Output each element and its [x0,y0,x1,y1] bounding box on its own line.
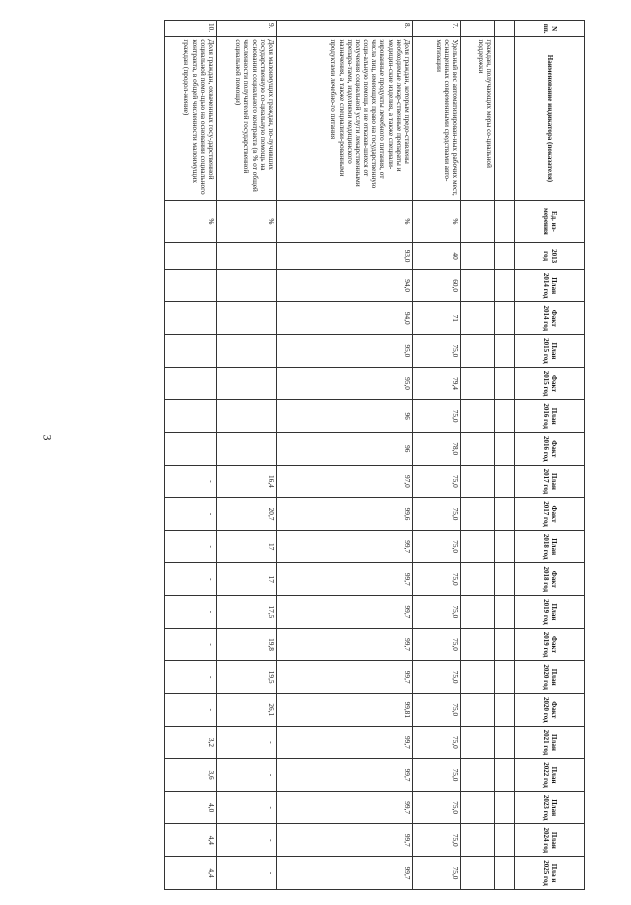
value-cell [165,269,217,302]
value-cell [461,530,495,563]
value-cell: 99,7 [277,530,413,563]
value-cell [217,269,277,302]
unit-cell: % [165,200,217,243]
value-cell [165,243,217,270]
value-cell [217,302,277,335]
header-spacer-row [495,21,515,890]
value-cell [461,367,495,400]
header-name: Наименование индикатора (показателя) [515,37,585,200]
value-cell: 78,0 [413,432,461,465]
indicator-name: граждан, получающих меры со-циальной поддержки [461,37,495,200]
unit-cell [461,200,495,243]
header-year: Факт 2019 год [515,628,585,661]
value-cell: - [165,530,217,563]
value-cell: 99,7 [277,791,413,824]
table-row [165,21,217,890]
value-cell: - [217,857,277,890]
value-cell: - [165,465,217,498]
header-unit: Ед. из-мерения [515,200,585,243]
value-cell: 99,7 [277,759,413,792]
rotated-table-container [182,20,585,890]
value-cell: 75,0 [413,857,461,890]
value-cell: 17 [217,563,277,596]
value-cell: 99,7 [277,726,413,759]
value-cell: 75,0 [413,335,461,368]
value-cell: - [165,596,217,629]
value-cell [461,498,495,531]
header-year: Факт 2017 год [515,498,585,531]
header-year: План 2015 год [515,335,585,368]
header-year: Факт 2020 год [515,693,585,726]
value-cell: 75,0 [413,726,461,759]
value-cell: 16,4 [217,465,277,498]
value-cell: 75,0 [413,824,461,857]
header-year: План 2014 год [515,269,585,302]
value-cell [461,661,495,694]
indicator-name: Доля граждан, охваченных госу-дарственной социальной помо-щью на основании социального контракта, в общей численности малоимущих граждан (продол-жение) [165,37,217,200]
header-year: Факт 2018 год [515,563,585,596]
value-cell: - [165,498,217,531]
header-year: План 2020 год [515,661,585,694]
row-number: 10. [165,21,217,37]
value-cell: 97,0 [277,465,413,498]
value-cell: 99,7 [277,824,413,857]
value-cell [217,367,277,400]
row-number: 7. [413,21,461,37]
value-cell: - [217,759,277,792]
value-cell: 99,7 [277,563,413,596]
value-cell [461,335,495,368]
value-cell: 99,81 [277,693,413,726]
value-cell: - [165,628,217,661]
header-year: План 2024 год [515,824,585,857]
value-cell [461,563,495,596]
value-cell: 75,0 [413,400,461,433]
value-cell: 75,0 [413,661,461,694]
value-cell: 99,7 [277,596,413,629]
header-year: Пла н 2025 год [515,857,585,890]
table-row [461,21,495,890]
value-cell: 4,4 [165,824,217,857]
value-cell: 96 [277,400,413,433]
value-cell: 60,0 [413,269,461,302]
row-number [461,21,495,37]
value-cell: 75,0 [413,693,461,726]
value-cell: 79,4 [413,367,461,400]
value-cell: 99,7 [277,661,413,694]
value-cell: 75,0 [413,498,461,531]
header-year: План 2016 год [515,400,585,433]
header-year: План 2021 год [515,726,585,759]
value-cell: - [165,563,217,596]
header-year: Факт 2016 год [515,432,585,465]
table-row [277,21,413,890]
value-cell: - [217,791,277,824]
header-year: План 2023 год [515,791,585,824]
value-cell: 19,5 [217,661,277,694]
value-cell [461,243,495,270]
value-cell: 17,5 [217,596,277,629]
value-cell [165,335,217,368]
value-cell: 93,0 [277,243,413,270]
unit-cell: % [277,200,413,243]
row-number: 9. [217,21,277,37]
unit-cell: % [217,200,277,243]
value-cell [461,628,495,661]
value-cell: 4,0 [165,791,217,824]
table-row [217,21,277,890]
value-cell [165,367,217,400]
value-cell: - [165,661,217,694]
value-cell: 99,7 [277,857,413,890]
header-year: 2013 год [515,243,585,270]
value-cell [461,596,495,629]
value-cell: 40 [413,243,461,270]
unit-cell: % [413,200,461,243]
table-body [165,21,495,890]
row-number: 8. [277,21,413,37]
value-cell: 75,0 [413,596,461,629]
value-cell: 75,0 [413,791,461,824]
value-cell [461,824,495,857]
value-cell [461,269,495,302]
indicator-name: Удельный вес автоматизирован-ных рабочих мест, оснащенных современными средствами авто-матизации [413,37,461,200]
value-cell [461,791,495,824]
value-cell: 4,4 [165,857,217,890]
value-cell [217,432,277,465]
value-cell [461,465,495,498]
value-cell [165,400,217,433]
value-cell: 75,0 [413,530,461,563]
indicator-name: Доля малоимущих граждан, по-лучивших государственную со-циальную помощь на основании социального контракта (в % от общей численности получателей государственной социальной помощи) [217,37,277,200]
header-row [515,21,585,890]
value-cell: 75,0 [413,465,461,498]
value-cell: 96 [277,432,413,465]
value-cell [461,857,495,890]
value-cell: - [217,824,277,857]
value-cell: 75,0 [413,759,461,792]
header-year: План 2017 год [515,465,585,498]
indicators-table [164,20,585,890]
header-year: Факт 2015 год [515,367,585,400]
value-cell [165,302,217,335]
value-cell: 26,1 [217,693,277,726]
value-cell [461,693,495,726]
page-number: 3 [40,434,55,441]
value-cell [461,432,495,465]
value-cell: 3,2 [165,726,217,759]
value-cell [217,243,277,270]
value-cell: 19,8 [217,628,277,661]
value-cell: 99,6 [277,498,413,531]
value-cell: 95,0 [277,367,413,400]
value-cell: 20,7 [217,498,277,531]
value-cell: 94,0 [277,269,413,302]
value-cell: 75,0 [413,563,461,596]
indicator-name: Доля граждан, которым предо-ставлены необходимые лекар-ственные препараты и медицин-ские изделия, а также специали-зированные продукты лечебного питания, от числа лиц, имеющих право на государственную соци-альную помощь и не отказав-шихся от получения социальной услуги лекарственными препара-тами, изделиями медицинского назначения, а также специализи-рованными продуктами лечебно-го питания [277,37,413,200]
value-cell: - [165,693,217,726]
value-cell: 71 [413,302,461,335]
value-cell [461,726,495,759]
value-cell: 99,7 [277,628,413,661]
header-year: Факт 2014 год [515,302,585,335]
header-year: План 2018 год [515,530,585,563]
value-cell: 17 [217,530,277,563]
value-cell [461,759,495,792]
value-cell: 3,6 [165,759,217,792]
header-n: N пп. [515,21,585,37]
value-cell [165,432,217,465]
value-cell: 94,0 [277,302,413,335]
header-year: План 2019 год [515,596,585,629]
value-cell [461,400,495,433]
value-cell: 75,0 [413,628,461,661]
value-cell [461,302,495,335]
value-cell [217,335,277,368]
value-cell: 95,0 [277,335,413,368]
value-cell [217,400,277,433]
table-row [413,21,461,890]
value-cell: - [217,726,277,759]
header-year: План 2022 год [515,759,585,792]
